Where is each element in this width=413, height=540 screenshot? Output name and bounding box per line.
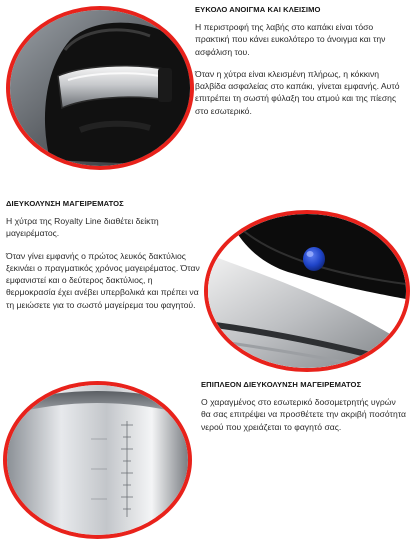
indicator-rings-paragraph: Όταν γίνει εμφανής ο πρώτος λευκός δακτύλιος ξεκινάει ο πραγματικός χρόνος μαγειρέματος. Όταν εμφανιστεί και ο δεύτερος δακτύλιος, η θερμοκρασία έχει ανέβει υπερβολικά και πρέπει να τη μειώσετε για το σωστό μαγείρεμα του φαγητού.: [6, 250, 200, 310]
safety-valve-paragraph: Όταν η χύτρα είναι κλεισμένη πλήρως, η κόκκινη βαλβίδα ασφαλείας στο καπάκι, γίνεται εμφανής. Αυτό επιτρέπει τη σωστή φύλαξη του ατμού και της πίεσης στο εσωτερικό.: [195, 68, 400, 116]
easy-open-section: [195, 5, 400, 127]
lid-handle-photo: [6, 6, 194, 170]
cooking-ease-section: [6, 199, 202, 321]
measuring-scale-paragraph: Ο χαραγμένος στο εσωτερικό δοσομετρητής υγρών θα σας επιτρέψει να προσθέτετε την ακριβή ποσότητα νερού που χρειάζεται το φαγητό σας.: [201, 397, 406, 432]
lid-handle-icon: [10, 10, 190, 166]
blue-valve-icon: [208, 214, 406, 368]
interior-photo: [3, 381, 192, 539]
measuring-scale-icon: [7, 385, 188, 535]
extra-cooking-ease-heading: ΕΠΙΠΛΕΟΝ ΔΙΕΥΚΟΛΥΝΣΗ ΜΑΓΕΙΡΕΜΑΤΟΣ: [201, 380, 362, 389]
valve-photo: [204, 210, 410, 372]
easy-open-heading: ΕΥΚΟΛΟ ΑΝΟΙΓΜΑ ΚΑΙ ΚΛΕΙΣΙΜΟ: [195, 5, 321, 14]
cooking-indicator-paragraph: Η χύτρα της Royalty Line διαθέτει δείκτη μαγειρέματος.: [6, 216, 159, 239]
cooking-ease-heading: ΔΙΕΥΚΟΛΥΝΣΗ ΜΑΓΕΙΡΕΜΑΤΟΣ: [6, 199, 124, 208]
extra-cooking-ease-section: [201, 380, 406, 443]
easy-open-paragraph: Η περιστροφή της λαβής στο καπάκι είναι τόσο πρακτική που κάνει ευκολότερο το άνοιγμα και την ασφάλιση του.: [195, 22, 386, 57]
